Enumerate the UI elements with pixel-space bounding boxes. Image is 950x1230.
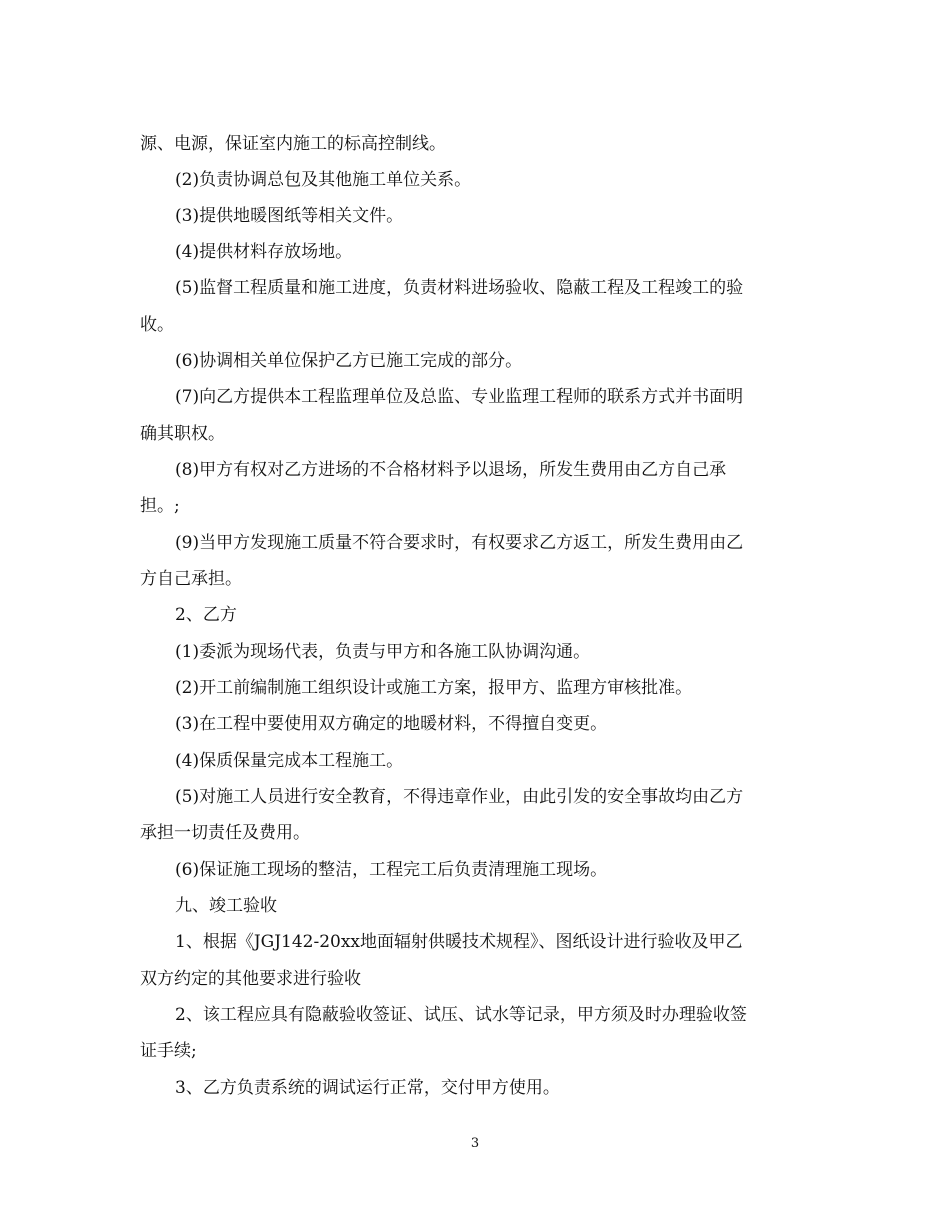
text-line: 1、根据《JGJ142-20xx地面辐射供暖技术规程》、图纸设计进行验收及甲乙 [175,932,743,952]
text-line: (4)保质保量完成本工程施工。 [175,751,404,771]
text-line: (5)监督工程质量和施工进度，负责材料进场验收、隐蔽工程及工程竣工的验 [175,278,744,298]
text-line: 担。; [140,496,180,516]
text-line: (9)当甲方发现施工质量不符合要求时，有权要求乙方返工，所发生费用由乙 [175,533,744,553]
text-line: 方自己承担。 [140,569,242,589]
section-heading: 2、乙方 [175,605,237,625]
text-line: 收。 [140,315,174,335]
text-line: 确其职权。 [140,424,225,444]
text-line: 证手续; [140,1041,197,1061]
text-line: 2、该工程应具有隐蔽验收签证、试压、试水等记录，甲方须及时办理验收签 [175,1005,747,1025]
text-line: 承担一切责任及费用。 [140,823,310,843]
page-number: 3 [470,1136,480,1151]
text-line: (6)保证施工现场的整洁，工程完工后负责清理施工现场。 [175,860,608,880]
text-line: 源、电源，保证室内施工的标高控制线。 [140,134,446,154]
text-line: (2)开工前编制施工组织设计或施工方案，报甲方、监理方审核批准。 [175,678,693,698]
text-line: 双方约定的其他要求进行验收 [140,969,361,989]
text-line: (1)委派为现场代表，负责与甲方和各施工队协调沟通。 [175,642,591,662]
text-line: (8)甲方有权对乙方进场的不合格材料予以退场，所发生费用由乙方自己承 [175,460,727,480]
section-heading: 九、竣工验收 [175,896,277,916]
text-line: (6)协调相关单位保护乙方已施工完成的部分。 [175,351,523,371]
text-line: (5)对施工人员进行安全教育，不得违章作业，由此引发的安全事故均由乙方 [175,787,744,807]
text-line: (4)提供材料存放场地。 [175,242,353,262]
text-line: 3、乙方负责系统的调试运行正常，交付甲方使用。 [175,1078,560,1098]
text-line: (3)提供地暖图纸等相关文件。 [175,206,404,226]
text-line: (2)负责协调总包及其他施工单位关系。 [175,170,472,190]
text-line: (3)在工程中要使用双方确定的地暖材料，不得擅自变更。 [175,714,608,734]
text-line: (7)向乙方提供本工程监理单位及总监、专业监理工程师的联系方式并书面明 [175,387,744,407]
